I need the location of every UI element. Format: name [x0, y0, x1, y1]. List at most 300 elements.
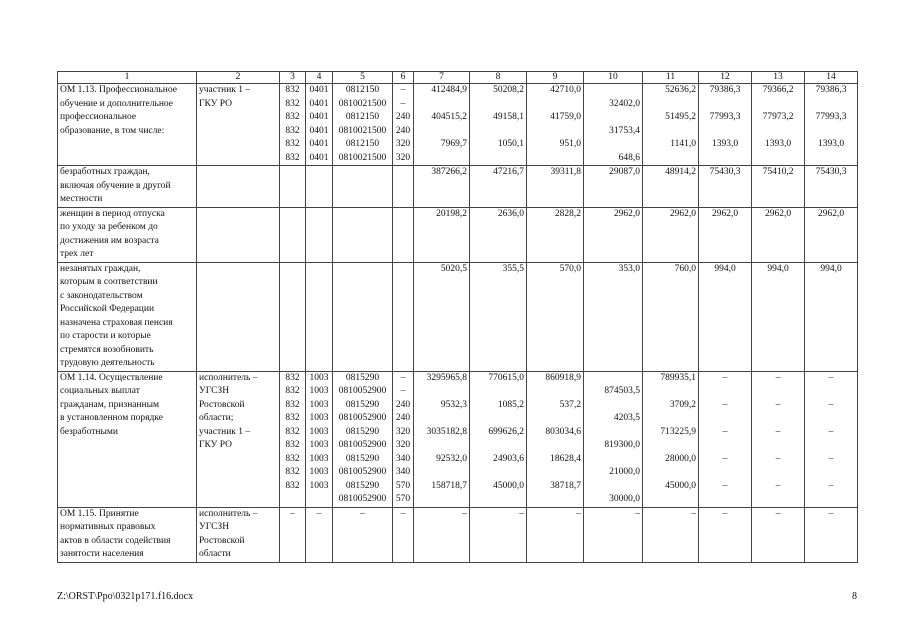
cell-line [529, 439, 581, 453]
cell-c12 [699, 166, 752, 208]
cell-line: по уходу за ребенком до [60, 222, 158, 232]
cell-line: 648,6 [618, 152, 640, 163]
cell-line: – [722, 426, 728, 437]
cell-line: занятости населения [60, 549, 144, 559]
header-row [58, 72, 858, 84]
cell-line [529, 385, 581, 399]
cell-line: 570 [395, 494, 411, 504]
cell-line: которым в соответствии [60, 277, 158, 287]
cell-c3 [280, 84, 306, 166]
cell-line: 0810052900 [338, 413, 387, 423]
cell-line [529, 493, 581, 507]
cell-c9 [527, 262, 584, 371]
cell-c3 [280, 507, 306, 562]
cell-line: – [316, 508, 322, 519]
cell-line: 994,0 [714, 263, 736, 274]
cell-line [807, 385, 855, 399]
cell-line: нормативных правовых [60, 522, 156, 532]
cell-line: 38718,7 [550, 480, 581, 491]
cell-line [416, 412, 467, 426]
cell-line: 570,0 [559, 263, 581, 274]
cell-line: ГКУ РО [199, 440, 232, 450]
cell-c14 [805, 166, 858, 208]
cell-line: 832 [285, 372, 300, 383]
cell-line: 0401 [309, 112, 329, 122]
cell-line: – [775, 453, 781, 464]
cell-line [807, 493, 855, 507]
cell-line: трудовую деятельность [60, 358, 155, 368]
cell-c13 [752, 84, 805, 166]
cell-line: 0815290 [345, 453, 380, 464]
cell-c8 [470, 166, 527, 208]
cell-line: 240 [395, 112, 411, 122]
cell-line: 860918,9 [545, 372, 581, 383]
cell-line: 832 [285, 413, 300, 423]
cell-line: 2636,0 [497, 208, 524, 219]
cell-line: 47216,7 [493, 167, 524, 177]
cell-c11 [643, 507, 699, 562]
cell-line: – [462, 508, 467, 519]
cell-line: 0810021500 [338, 152, 387, 163]
cell-line: обучение и дополнительное [60, 98, 173, 109]
cell-line [586, 480, 640, 494]
cell-exec [197, 207, 280, 262]
cell-line [701, 466, 749, 480]
cell-line: – [775, 480, 781, 491]
cell-c4 [306, 207, 333, 262]
cell-line [472, 98, 524, 112]
cell-c5 [333, 262, 393, 371]
cell-c14 [805, 84, 858, 166]
cell-c5 [333, 207, 393, 262]
cell-line: – [722, 399, 728, 410]
cell-line [586, 426, 640, 440]
cell-line: 951,0 [559, 139, 581, 149]
cell-c12 [699, 371, 752, 507]
cell-line: – [360, 508, 365, 519]
cell-line [645, 493, 696, 507]
cell-c13 [752, 371, 805, 507]
cell-line [645, 466, 696, 480]
header-cell-10: 10 [584, 72, 643, 84]
cell-line: 0815290 [345, 372, 380, 383]
cell-desc [58, 166, 197, 208]
table-row [58, 507, 858, 562]
cell-line: 1050,1 [497, 139, 524, 149]
header-cell-14: 14 [805, 72, 858, 84]
cell-line: 0810052900 [338, 467, 387, 477]
cell-c7 [414, 84, 470, 166]
cell-line: в установленном порядке [60, 413, 163, 423]
cell-c5 [333, 166, 393, 208]
cell-line [416, 125, 467, 139]
cell-line [472, 385, 524, 399]
cell-line [807, 466, 855, 480]
cell-line: 0810021500 [338, 98, 387, 109]
cell-line [586, 372, 640, 386]
cell-line: – [722, 372, 728, 383]
cell-c5 [333, 507, 393, 562]
cell-line: стремятся возобновить [60, 344, 154, 355]
cell-c3 [280, 207, 306, 262]
cell-line: 75430,3 [709, 167, 741, 177]
cell-line [416, 385, 467, 399]
page-number: 8 [852, 591, 857, 602]
cell-line: незанятых граждан, [60, 263, 141, 274]
cell-line [645, 98, 696, 112]
cell-line: 832 [285, 440, 300, 450]
cell-line: – [400, 372, 406, 383]
cell-line: местности [60, 194, 103, 204]
header-cell-5: 5 [333, 72, 393, 84]
header-cell-12: 12 [699, 72, 752, 84]
cell-exec [197, 371, 280, 507]
cell-line: 158718,7 [431, 480, 467, 491]
cell-line [701, 98, 749, 112]
table-row [58, 84, 858, 166]
budget-table [57, 71, 858, 563]
cell-line [416, 98, 467, 112]
cell-line: 819300,0 [604, 440, 640, 450]
cell-c10 [584, 166, 643, 208]
cell-line: 770615,0 [488, 372, 524, 383]
cell-exec [197, 507, 280, 562]
cell-c10 [584, 371, 643, 507]
cell-line: 18628,4 [550, 453, 581, 464]
cell-c8 [470, 84, 527, 166]
cell-c12 [699, 84, 752, 166]
cell-line [807, 152, 855, 166]
cell-line [472, 493, 524, 507]
cell-c13 [752, 507, 805, 562]
cell-line [529, 466, 581, 480]
cell-line [645, 439, 696, 453]
table-row [58, 207, 858, 262]
cell-c3 [280, 262, 306, 371]
cell-line [701, 152, 749, 166]
cell-line: 832 [285, 426, 300, 437]
cell-line [701, 412, 749, 426]
cell-c12 [699, 207, 752, 262]
cell-c9 [527, 371, 584, 507]
cell-line: – [722, 453, 728, 464]
cell-line: 1003 [309, 413, 329, 423]
cell-line: 240 [395, 413, 411, 423]
cell-desc [58, 207, 197, 262]
cell-line [472, 152, 524, 166]
cell-line: – [722, 508, 728, 519]
cell-line: – [828, 426, 834, 437]
cell-line: 994,0 [767, 263, 789, 274]
cell-line [701, 439, 749, 453]
cell-line: 2962,0 [669, 208, 696, 219]
cell-line: по старости и которые [60, 331, 151, 341]
cell-line: 0401 [309, 98, 329, 109]
cell-c14 [805, 371, 858, 507]
cell-line [807, 412, 855, 426]
cell-c6 [393, 507, 414, 562]
cell-line: 1003 [309, 372, 329, 383]
cell-c7 [414, 262, 470, 371]
cell-line: 2828,2 [554, 208, 581, 219]
cell-line: участник 1 – [199, 426, 251, 437]
cell-c8 [470, 507, 527, 562]
cell-exec [197, 262, 280, 371]
cell-line [472, 439, 524, 453]
cell-line: 0812150 [345, 85, 380, 95]
cell-line [754, 152, 802, 166]
cell-line [529, 412, 581, 426]
cell-line [645, 125, 696, 139]
cell-c7 [414, 166, 470, 208]
cell-line: 5020,5 [440, 263, 467, 274]
cell-line: 832 [285, 480, 300, 491]
cell-line: 31753,4 [609, 125, 640, 136]
cell-c11 [643, 166, 699, 208]
cell-line: 9532,3 [440, 399, 467, 410]
cell-line [529, 125, 581, 139]
table-row [58, 262, 858, 371]
cell-line: 874503,5 [604, 386, 640, 396]
cell-line [472, 466, 524, 480]
cell-c4 [306, 371, 333, 507]
cell-line: 75410,2 [762, 167, 794, 177]
cell-line [754, 98, 802, 112]
cell-line: – [576, 508, 581, 519]
cell-line [586, 84, 640, 98]
cell-line [645, 385, 696, 399]
cell-c3 [280, 371, 306, 507]
cell-line: – [691, 508, 696, 519]
cell-c14 [805, 507, 858, 562]
cell-line: исполнитель – [199, 372, 258, 383]
cell-c3 [280, 166, 306, 208]
cell-line: 24903,6 [493, 453, 524, 464]
cell-line [472, 412, 524, 426]
cell-line: – [775, 426, 781, 437]
cell-line: трех лет [60, 249, 94, 259]
cell-c4 [306, 262, 333, 371]
cell-c13 [752, 207, 805, 262]
header-cell-13: 13 [752, 72, 805, 84]
header-cell-11: 11 [643, 72, 699, 84]
cell-line: 2962,0 [711, 208, 739, 219]
cell-line: 51495,2 [665, 112, 696, 122]
cell-c13 [752, 262, 805, 371]
cell-c9 [527, 84, 584, 166]
cell-line: 832 [285, 139, 300, 149]
cell-line [754, 412, 802, 426]
cell-line: ГКУ РО [199, 98, 232, 109]
cell-line: 45000,0 [493, 480, 524, 491]
cell-line: 387266,2 [431, 167, 467, 177]
cell-c6 [393, 166, 414, 208]
cell-line [529, 152, 581, 166]
file-path: Z:\ORST\Ppo\0321p171.f16.docx [57, 591, 194, 602]
cell-line: 320 [395, 152, 411, 163]
cell-line: 803034,6 [545, 426, 581, 437]
cell-c4 [306, 166, 333, 208]
cell-c8 [470, 371, 527, 507]
cell-line: – [775, 399, 781, 410]
cell-c10 [584, 507, 643, 562]
cell-c4 [306, 84, 333, 166]
header-cell-1: 1 [58, 72, 197, 84]
cell-line: 79386,3 [709, 85, 741, 95]
cell-line: 0815290 [345, 426, 380, 437]
cell-c7 [414, 207, 470, 262]
cell-line: 0810052900 [338, 440, 387, 450]
cell-line: 75430,3 [815, 167, 847, 177]
cell-line: 0401 [309, 125, 329, 136]
cell-line: 832 [285, 85, 300, 95]
cell-line: 0810052900 [338, 494, 387, 504]
cell-line: 92532,0 [436, 453, 467, 464]
cell-line: 2962,0 [764, 208, 792, 219]
cell-c14 [805, 207, 858, 262]
cell-line: 49158,1 [493, 112, 524, 122]
cell-line: 320 [395, 440, 411, 450]
cell-line: с законодательством [60, 290, 143, 301]
cell-line: 355,5 [502, 263, 524, 274]
cell-line: 0401 [309, 139, 329, 149]
cell-line: достижения им возраста [60, 235, 159, 246]
cell-line [416, 439, 467, 453]
cell-line: 48914,2 [665, 167, 696, 177]
cell-line: 29087,0 [609, 167, 640, 177]
cell-line: 537,2 [559, 399, 581, 410]
cell-line: безработных граждан, [60, 167, 150, 177]
cell-c10 [584, 207, 643, 262]
cell-c11 [643, 371, 699, 507]
cell-desc [58, 371, 197, 507]
cell-line: 832 [285, 98, 300, 109]
cell-line [645, 152, 696, 166]
cell-line [472, 125, 524, 139]
cell-line [586, 138, 640, 152]
cell-c9 [527, 507, 584, 562]
cell-line [754, 493, 802, 507]
cell-desc [58, 262, 197, 371]
cell-line: профессиональное [60, 112, 137, 122]
cell-c7 [414, 371, 470, 507]
cell-line [701, 385, 749, 399]
cell-line: 832 [285, 467, 300, 477]
header-cell-9: 9 [527, 72, 584, 84]
cell-line: 79366,2 [762, 85, 794, 95]
cell-line: 1003 [309, 480, 329, 491]
cell-line: – [400, 386, 406, 396]
cell-line [701, 125, 749, 139]
cell-line: 1085,2 [497, 399, 524, 410]
cell-exec [197, 84, 280, 166]
cell-line: – [775, 372, 781, 383]
cell-line: актов в области содействия [60, 535, 171, 546]
cell-desc [58, 507, 197, 562]
header-cell-2: 2 [197, 72, 280, 84]
cell-line: 240 [395, 125, 411, 136]
cell-line [807, 125, 855, 139]
cell-line: участник 1 – [199, 85, 251, 95]
cell-line: 3295965,8 [426, 372, 467, 383]
cell-line: образование, в том числе: [60, 125, 165, 136]
cell-line: 1003 [309, 440, 329, 450]
cell-line: 789935,1 [660, 372, 696, 383]
cell-line: 0810052900 [338, 386, 387, 396]
cell-line: УГСЗН [199, 522, 230, 532]
cell-line: 0401 [309, 85, 329, 95]
cell-line: 832 [285, 386, 300, 396]
cell-line: 39311,8 [550, 167, 581, 177]
cell-line: 52636,2 [665, 85, 696, 95]
cell-line: 1003 [309, 386, 329, 396]
cell-line: 713225,9 [660, 426, 696, 437]
cell-line: 1393,0 [764, 139, 792, 149]
cell-line: – [775, 508, 781, 519]
cell-line: гражданам, признанным [60, 399, 160, 410]
cell-c8 [470, 262, 527, 371]
cell-line: 77993,3 [815, 112, 847, 122]
cell-line: 1003 [309, 467, 329, 477]
header-cell-8: 8 [470, 72, 527, 84]
cell-line: 2962,0 [613, 208, 640, 219]
cell-line: женщин в период отпуска [60, 208, 165, 219]
header-cell-6: 6 [393, 72, 414, 84]
cell-line: назначена страховая пенсия [60, 317, 173, 328]
cell-line: 1003 [309, 399, 329, 410]
table-row [58, 166, 858, 208]
cell-line: безработными [60, 426, 118, 437]
cell-c6 [393, 262, 414, 371]
cell-line [754, 439, 802, 453]
cell-line: 320 [395, 426, 411, 437]
cell-line: 3709,2 [669, 399, 696, 410]
cell-line: 79386,3 [815, 85, 847, 95]
cell-line: 760,0 [674, 263, 696, 274]
cell-c4 [306, 507, 333, 562]
cell-line: 0812150 [345, 139, 380, 149]
cell-c6 [393, 84, 414, 166]
cell-line [586, 111, 640, 125]
cell-line: – [400, 508, 406, 519]
cell-line [754, 466, 802, 480]
cell-line: ОМ 1.13. Профессиональное [60, 85, 177, 95]
cell-line: включая обучение в другой [60, 180, 171, 191]
cell-line: 340 [395, 467, 411, 477]
cell-line: – [519, 508, 524, 519]
cell-line: – [722, 480, 728, 491]
cell-line: 4203,5 [613, 413, 640, 423]
cell-line: 77993,3 [709, 112, 741, 122]
cell-line: 0815290 [345, 480, 380, 491]
cell-c13 [752, 166, 805, 208]
cell-line: 20198,2 [436, 208, 467, 219]
cell-line: 1141,0 [670, 139, 696, 149]
cell-line [754, 385, 802, 399]
cell-c14 [805, 262, 858, 371]
cell-line: 1003 [309, 426, 329, 437]
cell-line [645, 412, 696, 426]
cell-line: 45000,0 [665, 480, 696, 491]
cell-c5 [333, 371, 393, 507]
cell-line: Российской Федерации [60, 304, 155, 314]
cell-line [586, 453, 640, 467]
cell-line [807, 439, 855, 453]
cell-line: 994,0 [820, 263, 842, 274]
cell-line [754, 125, 802, 139]
cell-exec [197, 166, 280, 208]
cell-line: 0815290 [345, 399, 380, 410]
